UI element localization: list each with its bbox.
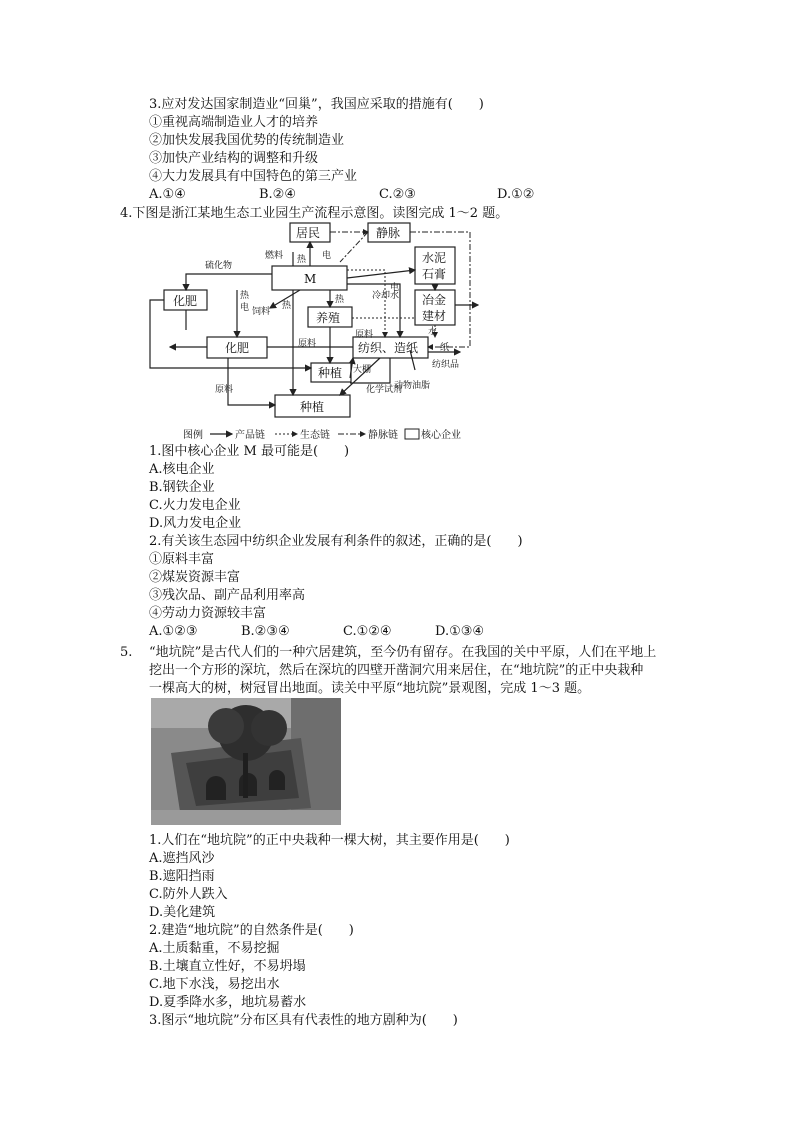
label-zhi: 纸 bbox=[440, 343, 450, 353]
q4-sub2-item-4: ④劳动力资源较丰富 bbox=[149, 606, 267, 621]
label-re-4: 热 bbox=[282, 301, 292, 311]
q3-option-a: A.①④ bbox=[149, 187, 186, 202]
q5-sub1-option-c: C.防外人跌入 bbox=[149, 887, 228, 902]
q4-sub2-option-b: B.②③④ bbox=[241, 624, 290, 639]
q5-text-line-2: 挖出一个方形的深坑，然后在深坑的四壁开凿洞穴用来居住，在“地坑院”的正中央栽种 bbox=[149, 663, 644, 678]
legend-prefix: 图例 bbox=[183, 430, 203, 441]
q4-sub2-option-a: A.①②③ bbox=[149, 624, 198, 639]
label-yuanliao-3: 原料 bbox=[215, 385, 234, 395]
q5-number: 5. bbox=[120, 645, 133, 660]
label-dian-1: 电 bbox=[322, 251, 332, 261]
label-yuanliao-2: 原料 bbox=[355, 330, 374, 340]
node-zhongzhi-bot: 种植 bbox=[300, 400, 325, 414]
label-ranliao: 燃料 bbox=[265, 251, 284, 261]
q3-option-c: C.②③ bbox=[379, 187, 416, 202]
q5-sub1-option-d: D.美化建筑 bbox=[149, 905, 216, 920]
q4-sub2-option-d: D.①③④ bbox=[435, 624, 485, 639]
q4-sub1-option-b: B.钢铁企业 bbox=[149, 480, 215, 495]
dikengyuan-photo bbox=[151, 698, 341, 825]
legend-product: 产品链 bbox=[235, 430, 265, 441]
q4-stem: 4.下图是浙江某地生态工业园生产流程示意图。读图完成 1～2 题。 bbox=[120, 206, 509, 221]
q5-sub2-option-c: C.地下水浅，易挖出水 bbox=[149, 977, 280, 992]
label-dian-3: 电 bbox=[390, 283, 400, 293]
node-jingmai: 静脉 bbox=[376, 226, 401, 240]
node-fangzhi: 纺织、造纸 bbox=[358, 341, 419, 355]
q5-sub1-stem: 1.人们在“地坑院”的正中央栽种一棵大树，其主要作用是( ) bbox=[149, 833, 510, 848]
node-yejin-1: 冶金 bbox=[422, 293, 447, 307]
node-huafei-top: 化肥 bbox=[173, 294, 198, 308]
label-dian-2: 电 bbox=[240, 303, 250, 313]
q5-sub2-stem: 2.建造“地坑院”的自然条件是( ) bbox=[149, 923, 354, 938]
q3-options bbox=[149, 186, 534, 203]
node-yangzhi: 养殖 bbox=[316, 311, 341, 325]
legend-core: 核心企业 bbox=[421, 430, 461, 441]
q3-item-1: ①重视高端制造业人才的培养 bbox=[149, 115, 319, 130]
q4-sub2-item-1: ①原料丰富 bbox=[149, 552, 215, 567]
node-m: M bbox=[304, 272, 317, 286]
node-jumin: 居民 bbox=[296, 226, 321, 240]
label-shui: 水 bbox=[428, 327, 438, 337]
legend-vein: 静脉链 bbox=[368, 430, 398, 441]
q3-item-2: ②加快发展我国优势的传统制造业 bbox=[149, 133, 345, 148]
label-dongwu: 动物油脂 bbox=[394, 381, 431, 391]
node-shuini-1: 水泥 bbox=[422, 251, 447, 265]
label-re-1: 热 bbox=[297, 255, 307, 265]
q3-stem: 3.应对发达国家制造业“回巢”，我国应采取的措施有( ) bbox=[149, 97, 484, 112]
q4-sub2-item-3: ③残次品、副产品利用率高 bbox=[149, 588, 306, 603]
q3-option-d: D.①② bbox=[497, 187, 535, 202]
q5-sub1-option-b: B.遮阳挡雨 bbox=[149, 869, 215, 884]
node-shuini-2: 石膏 bbox=[422, 267, 447, 281]
q4-sub1-stem: 1.图中核心企业 M 最可能是( ) bbox=[149, 444, 350, 459]
label-lengque: 冷却水 bbox=[372, 291, 400, 301]
q4-sub2-options bbox=[149, 623, 484, 640]
q3-item-3: ③加快产业结构的调整和升级 bbox=[149, 151, 319, 166]
q4-sub2-stem: 2.有关该生态园中纺织企业发展有利条件的叙述，正确的是( ) bbox=[149, 534, 523, 549]
q5-sub2-option-b: B.土壤直立性好，不易坍塌 bbox=[149, 959, 306, 974]
node-zhongzhi-mid: 种植 bbox=[318, 366, 343, 380]
q4-sub1-option-c: C.火力发电企业 bbox=[149, 498, 241, 513]
eco-park-flow-diagram bbox=[140, 220, 500, 445]
q5-sub2-option-d: D.夏季降水多，地坑易蓄水 bbox=[149, 995, 307, 1010]
q5-text-line-1: “地坑院”是古代人们的一种穴居建筑，至今仍有留存。在我国的关中平原，人们在平地上 bbox=[149, 645, 657, 660]
q3-item-4: ④大力发展具有中国特色的第三产业 bbox=[149, 169, 358, 184]
q5-text-line-3: 一棵高大的树，树冠冒出地面。读关中平原“地坑院”景观图，完成 1～3 题。 bbox=[149, 681, 591, 696]
label-re-2: 热 bbox=[240, 291, 250, 301]
q5-sub1-option-a: A.遮挡风沙 bbox=[149, 851, 215, 866]
q4-sub2-item-2: ②煤炭资源丰富 bbox=[149, 570, 241, 585]
label-huaxue: 化学试剂 bbox=[366, 385, 403, 395]
label-dapeng: 大棚 bbox=[353, 365, 372, 375]
legend-eco: 生态链 bbox=[300, 430, 330, 441]
q3-option-b: B.②④ bbox=[259, 187, 296, 202]
label-liuhuawu: 硫化物 bbox=[205, 261, 233, 271]
q5-sub3-stem: 3.图示“地坑院”分布区具有代表性的地方剧种为( ) bbox=[149, 1013, 458, 1028]
q5-sub2-option-a: A.土质黏重，不易挖掘 bbox=[149, 941, 280, 956]
node-huafei-mid: 化肥 bbox=[225, 341, 250, 355]
label-siliao: 饲料 bbox=[252, 307, 271, 317]
label-yuanliao-1: 原料 bbox=[298, 339, 317, 349]
q4-sub1-option-d: D.风力发电企业 bbox=[149, 516, 242, 531]
label-re-3: 热 bbox=[335, 295, 345, 305]
q4-sub2-option-c: C.①②④ bbox=[343, 624, 392, 639]
label-fangzhipin: 纺织品 bbox=[432, 360, 460, 370]
q4-sub1-option-a: A.核电企业 bbox=[149, 462, 215, 477]
node-yejin-2: 建材 bbox=[422, 309, 447, 323]
